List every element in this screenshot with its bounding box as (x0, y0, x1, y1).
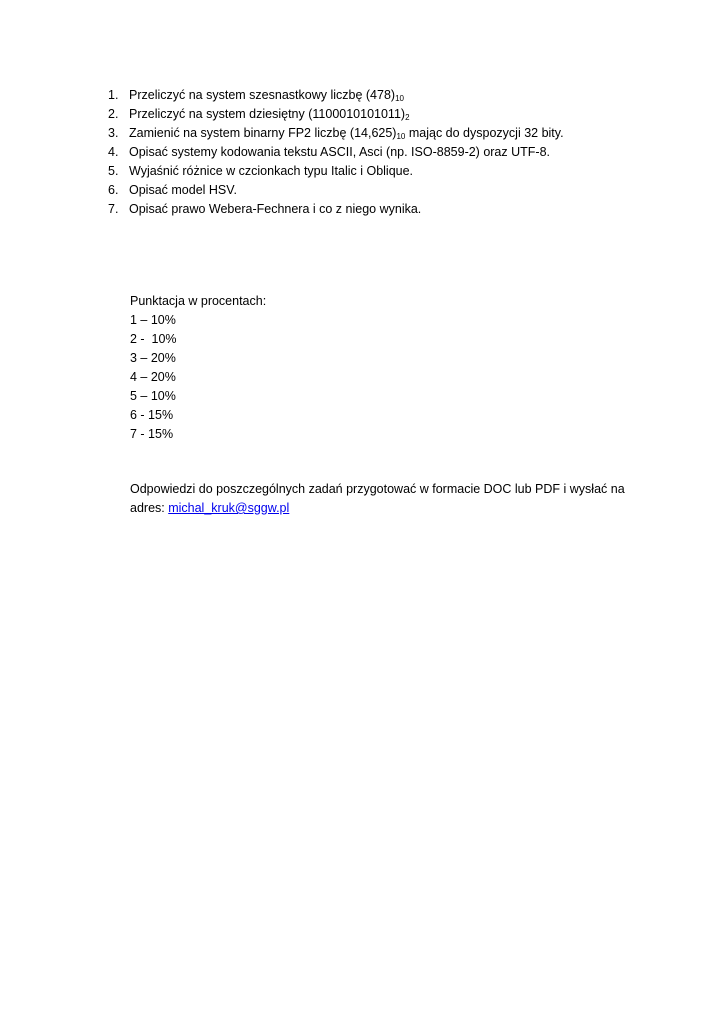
scoring-title: Punktacja w procentach: (130, 294, 267, 308)
task-text: Przeliczyć na system dziesiętny $(1100010101011)_2$ (129, 107, 410, 122)
task-number: 4. (108, 145, 119, 159)
scoring-line: 5 – 10% (130, 389, 176, 403)
task-text: Opisać model HSV. (129, 183, 237, 197)
task-item (108, 124, 688, 143)
scoring-line: 3 – 20% (130, 351, 176, 365)
task-list (108, 86, 688, 219)
task-text: Przeliczyć na system szesnastkowy liczbę $(478)_{10}$ (129, 88, 404, 103)
address-label: adres: (130, 501, 169, 515)
task-number: 2. (108, 107, 119, 121)
task-number: 5. (108, 164, 119, 178)
task-item (108, 86, 688, 105)
submission-note (130, 480, 650, 518)
task-text: Opisać prawo Webera-Fechnera i co z niego wynika. (129, 202, 422, 216)
submission-instructions: Odpowiedzi do poszczególnych zadań przygotować w formacie DOC lub PDF i wysłać na (130, 482, 625, 496)
email-link[interactable]: michal_kruk@sggw.pl (168, 501, 290, 515)
scoring-line: 2 - 10% (130, 332, 177, 346)
task-subscript: 2 (405, 113, 410, 122)
scoring-line: 6 - 15% (130, 408, 174, 422)
scoring-line: 4 – 20% (130, 370, 176, 384)
task-number: 3. (108, 126, 119, 140)
task-number: 1. (108, 88, 119, 102)
task-item (108, 200, 688, 219)
scoring-section (130, 292, 430, 444)
task-text: Opisać systemy kodowania tekstu ASCII, Asci (np. ISO-8859-2) oraz UTF-8. (129, 145, 550, 159)
submission-address-line (130, 499, 650, 518)
task-number: 6. (108, 183, 119, 197)
task-text: Zamienić na system binarny FP2 liczbę $(14,625)_{10}$ mając do dyspozycji 32 bity. (129, 126, 564, 141)
scoring-line: 7 - 15% (130, 427, 174, 441)
task-item (108, 181, 688, 200)
task-item (108, 105, 688, 124)
task-text: Wyjaśnić różnice w czcionkach typu Italic i Oblique. (129, 164, 414, 178)
task-subscript: 10 (395, 94, 404, 103)
task-number: 7. (108, 202, 119, 216)
task-item (108, 143, 688, 162)
scoring-line: 1 – 10% (130, 313, 176, 327)
task-subscript: 10 (396, 132, 406, 141)
task-item (108, 162, 688, 181)
